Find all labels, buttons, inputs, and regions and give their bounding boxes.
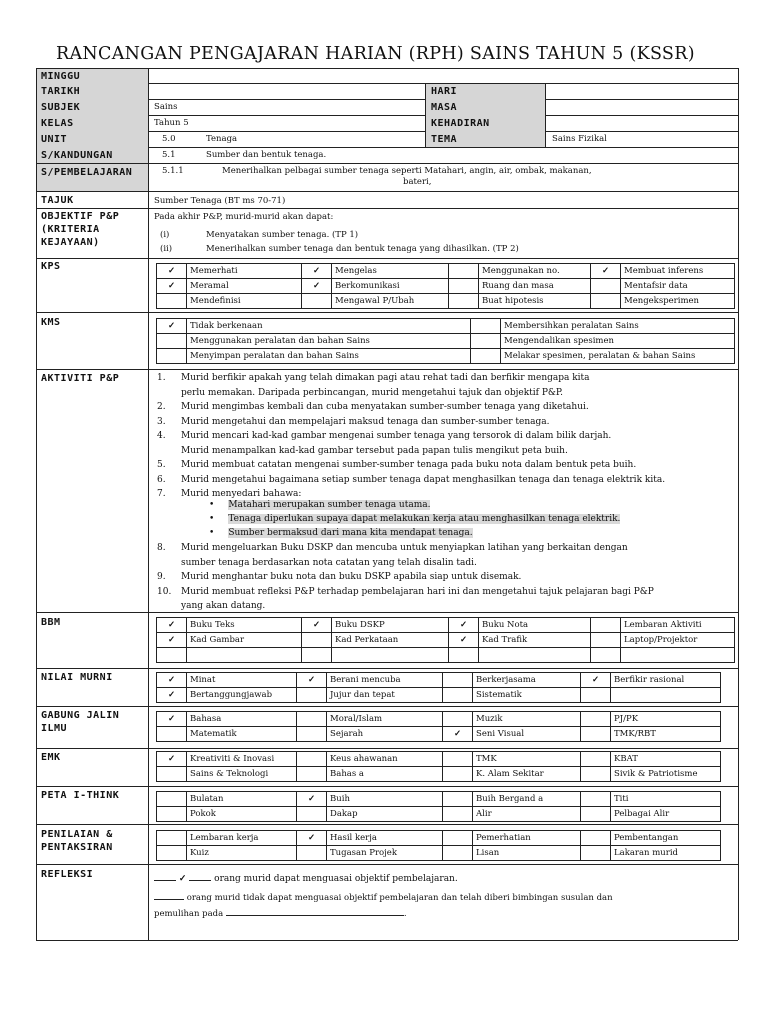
option-label: Menggunakan peralatan dan bahan Sains: [187, 334, 471, 349]
option-label: Mentafsir data: [621, 279, 735, 294]
item-text: Murid mengetahui bagaimana setiap sumber tenaga dapat menghasilkan tenaga dan tenaga elektrik kita.: [181, 474, 666, 485]
aktiviti-item: [157, 558, 654, 573]
checkbox[interactable]: [157, 727, 187, 742]
label-gabung: GABUNG JALIN ILMU: [41, 710, 120, 734]
checkbox[interactable]: [449, 279, 479, 294]
kps-row: [157, 294, 735, 309]
option-label: Membuat inferens: [621, 264, 735, 279]
bullet-icon: •: [209, 528, 215, 538]
checkbox[interactable]: ✓: [302, 618, 332, 633]
label-kms: KMS: [41, 317, 61, 328]
option-label: Pelbagai Alir: [611, 807, 721, 822]
label-masa: MASA: [431, 102, 458, 113]
checkbox[interactable]: [591, 648, 621, 663]
option-label: Bahas a: [327, 767, 443, 782]
checkbox[interactable]: [581, 712, 611, 727]
option-label: Menggunakan no.: [479, 264, 591, 279]
bullet-item: [206, 513, 623, 527]
option-label: Kad Perkataan: [332, 633, 449, 648]
checkbox[interactable]: [157, 846, 187, 861]
label-tajuk: TAJUK: [41, 195, 74, 206]
item-number: 5.: [157, 460, 166, 470]
item-number: 10.: [157, 586, 172, 597]
aktiviti-item: [157, 572, 654, 587]
checkbox[interactable]: ✓: [302, 264, 332, 279]
checkbox[interactable]: [157, 792, 187, 807]
option-label: Pembentangan: [611, 831, 721, 846]
penilaian-checklist: [156, 830, 721, 861]
tema-value: Sains Fizikal: [552, 134, 607, 144]
peta-row: [157, 807, 721, 822]
option-label: Muzik: [473, 712, 581, 727]
aktiviti-item: [157, 388, 665, 403]
option-label: Ruang dan masa: [479, 279, 591, 294]
option-label: Kuiz: [187, 846, 297, 861]
option-label: Buku Nota: [479, 618, 591, 633]
aktiviti-bullets: [206, 499, 623, 541]
checkbox[interactable]: [443, 846, 473, 861]
item-number: 6.: [157, 474, 166, 485]
option-label: Jujur dan tepat: [327, 688, 443, 703]
label-peta: PETA I-THINK: [41, 790, 120, 801]
bullet-text: Matahari merupakan sumber tenaga utama.: [228, 500, 431, 510]
label-objektif: OBJEKTIF P&P (KRITERIA KEJAYAAN): [41, 211, 120, 248]
item-number: 9.: [157, 572, 166, 582]
option-label: Buat hipotesis: [479, 294, 591, 309]
option-label: Tidak berkenaan: [187, 319, 471, 334]
bullet-text: Tenaga diperlukan supaya dapat melakukan kerja atau menghasilkan tenaga elektrik.: [228, 514, 621, 524]
item-number: 1.: [157, 373, 166, 383]
option-label: Buih Bergand a: [473, 792, 581, 807]
objektif-2-number: (ii): [160, 244, 173, 254]
bullet-icon: •: [209, 514, 215, 524]
option-label: Bahasa: [187, 712, 297, 727]
option-label: Tugasan Projek: [327, 846, 443, 861]
checkbox[interactable]: [581, 831, 611, 846]
checkbox[interactable]: [297, 727, 327, 742]
option-label: Berani mencuba: [327, 673, 443, 688]
label-penilaian: PENILAIAN & PENTAKSIRAN: [41, 829, 113, 853]
option-label: [611, 688, 721, 703]
checkbox[interactable]: [443, 673, 473, 688]
aktiviti-item: [157, 373, 665, 388]
kps-checklist: [156, 263, 735, 309]
option-label: Mendefinisi: [187, 294, 302, 309]
refleksi-line-1: ✓ orang murid dapat menguasai objektif pembelajaran.: [154, 872, 458, 885]
option-label: Sivik & Patriotisme: [611, 767, 721, 782]
label-minggu: MINGGU: [41, 71, 81, 82]
label-unit: UNIT: [41, 134, 68, 145]
label-kelas: KELAS: [41, 118, 74, 129]
item-number: 4.: [157, 431, 166, 441]
kandungan-value: Sumber dan bentuk tenaga.: [206, 150, 327, 160]
subjek-value: Sains: [154, 102, 178, 112]
option-label: TMK: [473, 752, 581, 767]
checkbox[interactable]: [471, 334, 501, 349]
checkbox[interactable]: [581, 846, 611, 861]
refleksi-line-2: orang murid tidak dapat menguasai objektif pembelajaran dan telah diberi bimbingan susulan dan: [154, 891, 613, 904]
checkbox[interactable]: [443, 807, 473, 822]
bbm-row: [157, 633, 735, 648]
checkbox[interactable]: [297, 688, 327, 703]
option-label: [332, 648, 449, 663]
aktiviti-item: [157, 543, 654, 558]
penilaian-row: [157, 831, 721, 846]
label-bbm: BBM: [41, 617, 61, 628]
nilai-row: [157, 688, 721, 703]
penilaian-row: [157, 846, 721, 861]
checkbox[interactable]: ✓: [449, 618, 479, 633]
option-label: K. Alam Sekitar: [473, 767, 581, 782]
option-label: Lakaran murid: [611, 846, 721, 861]
option-label: Sejarah: [327, 727, 443, 742]
kelas-value: Tahun 5: [154, 118, 189, 128]
checkbox[interactable]: ✓: [157, 264, 187, 279]
checkbox[interactable]: [591, 294, 621, 309]
aktiviti-item: [157, 431, 665, 446]
emk-checklist: [156, 751, 721, 782]
objektif-1: Menyatakan sumber tenaga. (TP 1): [206, 230, 359, 240]
checkbox[interactable]: [443, 792, 473, 807]
bullet-item: [206, 499, 623, 513]
checkbox[interactable]: [297, 846, 327, 861]
option-label: Dakap: [327, 807, 443, 822]
item-text: Murid mengetahui dan mempelajari maksud tenaga dan sumber-sumber tenaga.: [181, 416, 550, 427]
gabung-checklist: [156, 711, 721, 742]
option-label: Mengelas: [332, 264, 449, 279]
label-kps: KPS: [41, 261, 61, 272]
label-refleksi: REFLEKSI: [41, 869, 94, 880]
option-label: Alir: [473, 807, 581, 822]
bbm-row: [157, 618, 735, 633]
emk-row: [157, 767, 721, 782]
option-label: Meramal: [187, 279, 302, 294]
checkbox[interactable]: [581, 767, 611, 782]
aktiviti-item: [157, 460, 665, 475]
option-label: [187, 648, 302, 663]
sp-number: 5.1.1: [162, 166, 184, 176]
option-label: Menyimpan peralatan dan bahan Sains: [187, 349, 471, 364]
checkbox[interactable]: ✓: [157, 688, 187, 703]
checkbox[interactable]: [581, 792, 611, 807]
gabung-row: [157, 712, 721, 727]
label-tarikh: TARIKH: [41, 86, 81, 97]
checkbox[interactable]: [443, 767, 473, 782]
checkbox[interactable]: ✓: [157, 673, 187, 688]
checkbox[interactable]: [302, 648, 332, 663]
nilai-row: [157, 673, 721, 688]
option-label: Keus ahawanan: [327, 752, 443, 767]
checkbox[interactable]: ✓: [157, 633, 187, 648]
option-label: KBAT: [611, 752, 721, 767]
checkbox[interactable]: [157, 294, 187, 309]
label-aktiviti: AKTIVITI P&P: [41, 373, 120, 384]
checkbox[interactable]: [449, 264, 479, 279]
option-label: TMK/RBT: [611, 727, 721, 742]
label-kandungan: S/KANDUNGAN: [41, 150, 113, 161]
item-number: 2.: [157, 402, 166, 412]
checkbox[interactable]: ✓: [157, 752, 187, 767]
option-label: Buku Teks: [187, 618, 302, 633]
checkbox[interactable]: ✓: [297, 792, 327, 807]
item-text: Murid menampalkan kad-kad gambar tersebut pada papan tulis mengikut peta buih.: [181, 445, 568, 456]
item-text: Murid mencari kad-kad gambar mengenai sumber tenaga yang tersorok di dalam bilik darjah.: [181, 431, 612, 441]
checkbox[interactable]: ✓: [449, 633, 479, 648]
bullet-text: Sumber bermaksud dari mana kita mendapat tenaga.: [228, 528, 473, 538]
checkbox[interactable]: [581, 752, 611, 767]
objektif-2: Menerihalkan sumber tenaga dan bentuk tenaga yang dihasilkan. (TP 2): [206, 244, 519, 254]
checkbox[interactable]: [297, 767, 327, 782]
sp-line-1: Menerihalkan pelbagai sumber tenaga seperti Matahari, angin, air, ombak, makanan,: [222, 166, 592, 176]
checkbox[interactable]: [581, 688, 611, 703]
option-label: Lisan: [473, 846, 581, 861]
checkbox[interactable]: ✓: [297, 673, 327, 688]
option-label: Moral/Islam: [327, 712, 443, 727]
aktiviti-list: [157, 373, 665, 504]
checkbox[interactable]: [471, 319, 501, 334]
checkbox[interactable]: [302, 294, 332, 309]
check-icon: ✓: [178, 874, 187, 884]
checkbox[interactable]: [157, 334, 187, 349]
checkbox[interactable]: ✓: [443, 727, 473, 742]
item-text: Murid menghantar buku nota dan buku DSKP apabila siap untuk disemak.: [181, 572, 522, 582]
bullet-icon: •: [209, 500, 215, 510]
option-label: Melakar spesimen, peralatan & bahan Sains: [501, 349, 735, 364]
option-label: Lembaran Aktiviti: [621, 618, 735, 633]
option-label: Membersihkan peralatan Sains: [501, 319, 735, 334]
checkbox[interactable]: ✓: [157, 319, 187, 334]
bbm-checklist: [156, 617, 735, 663]
checkbox[interactable]: [443, 712, 473, 727]
label-pembelajaran: S/PEMBELAJARAN: [41, 167, 133, 178]
option-label: Hasil kerja: [327, 831, 443, 846]
label-kehadiran: KEHADIRAN: [431, 118, 490, 129]
option-label: Mengawal P/Ubah: [332, 294, 449, 309]
aktiviti-item: [157, 587, 654, 602]
checkbox[interactable]: [297, 807, 327, 822]
item-number: 8.: [157, 543, 166, 553]
checkbox[interactable]: [443, 831, 473, 846]
label-emk: EMK: [41, 752, 61, 763]
tajuk-value: Sumber Tenaga (BT ms 70-71): [154, 196, 286, 206]
item-text: yang akan datang.: [181, 601, 266, 611]
option-label: Lembaran kerja: [187, 831, 297, 846]
option-label: Kad Trafik: [479, 633, 591, 648]
peta-row: [157, 792, 721, 807]
sp-line-2: bateri,: [403, 177, 432, 187]
aktiviti-list-continued: [157, 543, 654, 616]
checkbox[interactable]: [443, 688, 473, 703]
checkbox[interactable]: [581, 807, 611, 822]
option-label: Pokok: [187, 807, 297, 822]
item-text: Murid membuat refleksi P&P terhadap pembelajaran hari ini dan mengetahui tajuk pelajaran bagi P&P: [181, 586, 654, 597]
peta-checklist: [156, 791, 721, 822]
option-label: Titi: [611, 792, 721, 807]
option-label: Bulatan: [187, 792, 297, 807]
kms-row: [157, 349, 735, 364]
checkbox[interactable]: ✓: [591, 264, 621, 279]
aktiviti-item: [157, 475, 665, 490]
aktiviti-item: [157, 402, 665, 417]
option-label: Bertanggungjawab: [187, 688, 297, 703]
label-nilai: NILAI MURNI: [41, 672, 113, 683]
checkbox[interactable]: [471, 349, 501, 364]
checkbox[interactable]: [591, 279, 621, 294]
checkbox[interactable]: [157, 831, 187, 846]
checkbox[interactable]: [302, 633, 332, 648]
checkbox[interactable]: ✓: [297, 831, 327, 846]
checkbox[interactable]: [591, 618, 621, 633]
option-label: Laptop/Projektor: [621, 633, 735, 648]
checkbox[interactable]: ✓: [581, 673, 611, 688]
checkbox[interactable]: [157, 807, 187, 822]
item-number: 3.: [157, 416, 166, 427]
objektif-1-number: (i): [160, 230, 170, 240]
gabung-row: [157, 727, 721, 742]
option-label: Seni Visual: [473, 727, 581, 742]
aktiviti-item: [157, 446, 665, 461]
page-title: RANCANGAN PENGAJARAN HARIAN (RPH) SAINS TAHUN 5 (KSSR): [56, 44, 695, 64]
checkbox[interactable]: [581, 727, 611, 742]
checkbox[interactable]: [443, 752, 473, 767]
option-label: Sistematik: [473, 688, 581, 703]
aktiviti-item: [157, 417, 665, 432]
option-label: Kad Gambar: [187, 633, 302, 648]
option-label: Matematik: [187, 727, 297, 742]
checkbox[interactable]: [157, 767, 187, 782]
nilai-checklist: [156, 672, 721, 703]
option-label: Berkomunikasi: [332, 279, 449, 294]
kms-checklist: [156, 318, 735, 364]
bbm-row: [157, 648, 735, 663]
option-label: Memerhati: [187, 264, 302, 279]
option-label: Buku DSKP: [332, 618, 449, 633]
checkbox[interactable]: ✓: [302, 279, 332, 294]
checkbox[interactable]: [157, 648, 187, 663]
checkbox[interactable]: [449, 294, 479, 309]
item-text: Murid berfikir apakah yang telah dimakan pagi atau rehat tadi dan berfikir mengapa kita: [181, 373, 590, 383]
option-label: Minat: [187, 673, 297, 688]
label-subjek: SUBJEK: [41, 102, 81, 113]
checkbox[interactable]: ✓: [157, 712, 187, 727]
option-label: Mengeksperimen: [621, 294, 735, 309]
item-text: perlu memakan. Daripada perbincangan, murid mengetahui tajuk dan objektif P&P.: [181, 387, 564, 398]
item-number: 7.: [157, 489, 166, 499]
aktiviti-item: [157, 601, 654, 616]
unit-name: Tenaga: [206, 134, 238, 144]
bullet-item: [206, 527, 623, 541]
option-label: [479, 648, 591, 663]
option-label: Mengendalikan spesimen: [501, 334, 735, 349]
checkbox[interactable]: [297, 712, 327, 727]
item-text: Murid menyedari bahawa:: [181, 489, 302, 499]
option-label: Pemerhatian: [473, 831, 581, 846]
option-label: Buih: [327, 792, 443, 807]
option-label: Berfikir rasional: [611, 673, 721, 688]
item-text: sumber tenaga berdasarkan nota catatan yang telah disalin tadi.: [181, 557, 477, 568]
kandungan-number: 5.1: [162, 150, 176, 160]
label-tema: TEMA: [431, 134, 458, 145]
emk-row: [157, 752, 721, 767]
option-label: Berkerjasama: [473, 673, 581, 688]
item-text: Murid mengeluarkan Buku DSKP dan mencuba untuk menyiapkan latihan yang berkaitan dengan: [181, 543, 628, 553]
checkbox[interactable]: ✓: [157, 279, 187, 294]
item-text: Murid membuat catatan mengenai sumber-sumber tenaga pada buku nota dalam bentuk peta buih.: [181, 460, 637, 470]
item-text: Murid mengimbas kembali dan cuba menyatakan sumber-sumber tenaga yang diketahui.: [181, 402, 589, 412]
kps-row: [157, 279, 735, 294]
objektif-intro: Pada akhir P&P, murid-murid akan dapat:: [154, 212, 334, 222]
checkbox[interactable]: [157, 349, 187, 364]
option-label: PJ/PK: [611, 712, 721, 727]
option-label: Kreativiti & Inovasi: [187, 752, 297, 767]
kms-row: [157, 319, 735, 334]
refleksi-line-3: pemulihan pada .: [154, 909, 407, 919]
option-label: [621, 648, 735, 663]
option-label: Sains & Teknologi: [187, 767, 297, 782]
kms-row: [157, 334, 735, 349]
checkbox[interactable]: [297, 752, 327, 767]
label-hari: HARI: [431, 86, 458, 97]
checkbox[interactable]: [591, 633, 621, 648]
checkbox[interactable]: ✓: [157, 618, 187, 633]
checkbox[interactable]: [449, 648, 479, 663]
kps-row: [157, 264, 735, 279]
unit-number: 5.0: [162, 134, 176, 144]
